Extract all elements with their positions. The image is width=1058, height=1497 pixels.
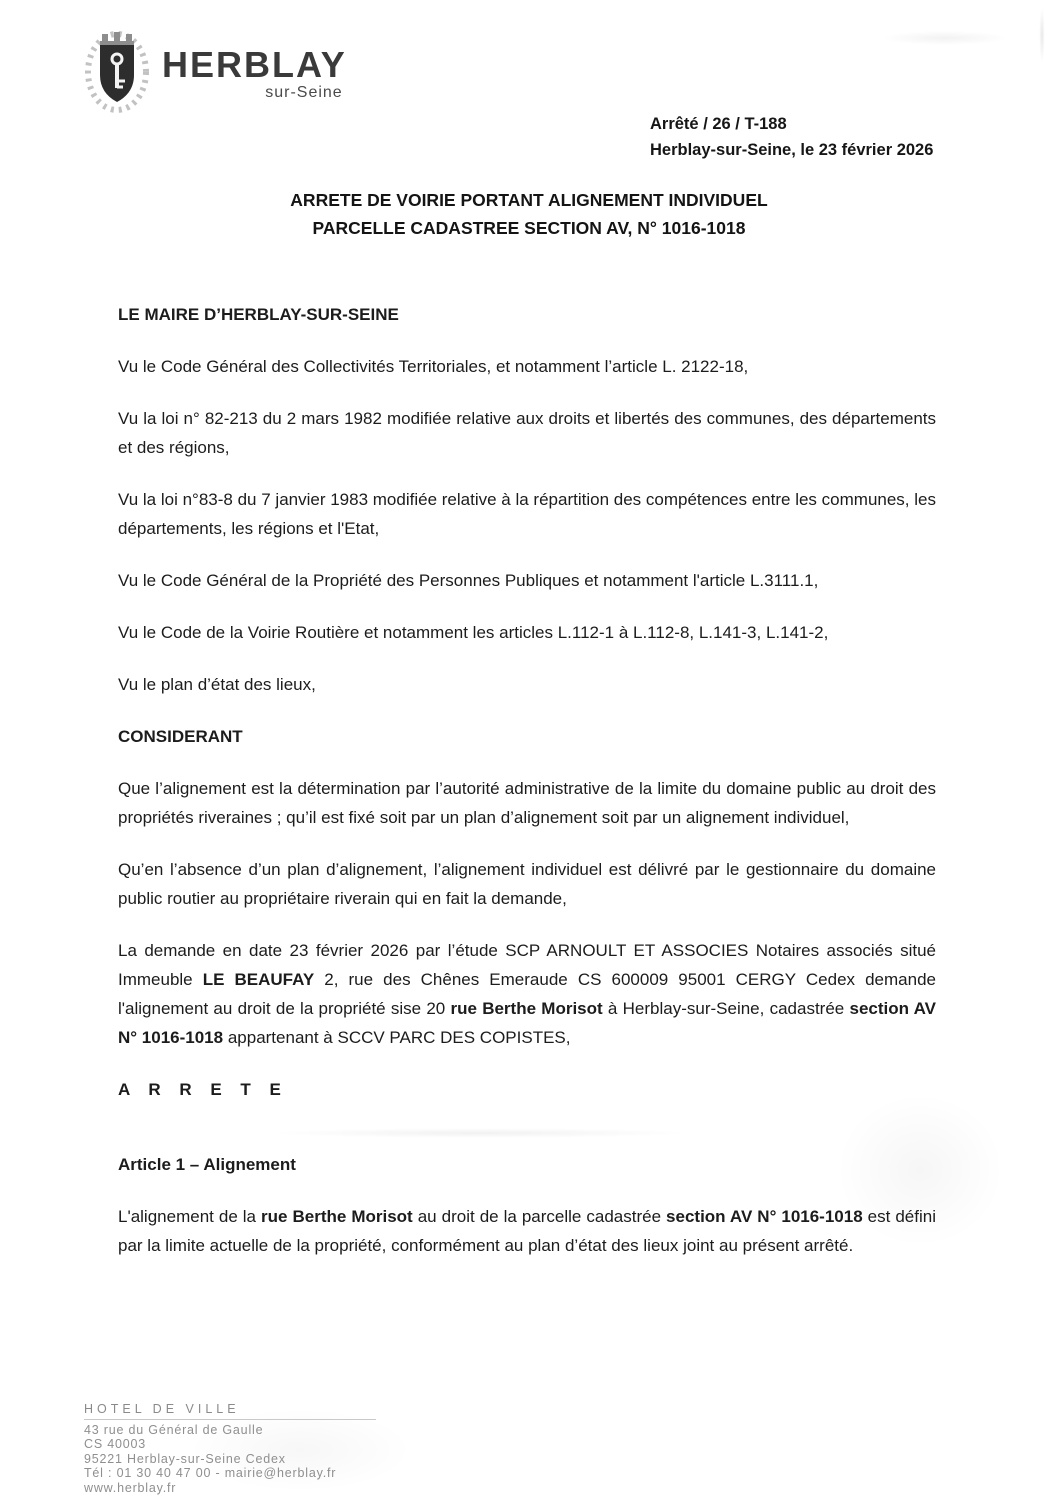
footer-website: www.herblay.fr bbox=[84, 1480, 177, 1495]
recital-paragraph-4: Vu le Code Général de la Propriété des Personnes Publiques et notamment l'article L.3111.1, bbox=[118, 571, 819, 590]
footer-address-line-2: CS 40003 bbox=[84, 1437, 146, 1451]
recital-paragraph-2: Vu la loi n° 82-213 du 2 mars 1982 modifiée relative aux droits et libertés des communes, des départements et des régions, bbox=[118, 409, 936, 457]
footer-address-line-1: 43 rue du Général de Gaulle bbox=[84, 1422, 264, 1437]
article-1-heading: Article 1 – Alignement bbox=[118, 1155, 296, 1174]
recital-paragraph-5: Vu le Code de la Voirie Routière et notamment les articles L.112-1 à L.112-8, L.141-3, L.141-2, bbox=[118, 623, 829, 642]
recital-paragraph-1: Vu le Code Général des Collectivités Territoriales, et notamment l’article L. 2122-18, bbox=[118, 357, 749, 376]
footer-address-line-3: 95221 Herblay-sur-Seine Cedex bbox=[84, 1451, 286, 1466]
coat-of-arms-icon bbox=[84, 26, 150, 114]
footer-contact: Tél : 01 30 40 47 00 - mairie@herblay.fr bbox=[84, 1466, 337, 1480]
document-title-line-2: PARCELLE CADASTREE SECTION AV, N° 1016-1018 bbox=[312, 217, 746, 238]
document-title-line-1: ARRETE DE VOIRIE PORTANT ALIGNEMENT INDIVIDUEL bbox=[290, 190, 768, 210]
document-body bbox=[118, 300, 936, 1283]
logo-wordmark: HERBLAY bbox=[162, 44, 347, 85]
header-reference-block bbox=[650, 111, 933, 163]
footer-address-block bbox=[84, 1402, 376, 1495]
logo-text bbox=[162, 26, 347, 102]
herblay-logo bbox=[84, 26, 347, 114]
considerant-paragraph-2: Qu’en l’absence d’un plan d’alignement, l’alignement individuel est délivré par le gestionnaire du domaine public routier au propriétaire riverain qui en fait la demande, bbox=[118, 860, 936, 908]
considerant-paragraph-3: La demande en date 23 février 2026 par l’étude SCP ARNOULT ET ASSOCIES Notaires associés situé Immeuble LE BEAUFAY 2, rue des Chênes Emeraude CS 600009 95001 CERGY Cedex demande l'alignement au droit de la propriété sise 20 rue Berthe Morisot à Herblay-sur-Seine, cadastrée section AV N° 1016-1018 appartenant à SCCV PARC DES COPISTES, bbox=[118, 941, 936, 1047]
arrete-heading: A R R E T E bbox=[118, 1080, 288, 1099]
logo-tagline: sur-Seine bbox=[265, 84, 343, 101]
place-and-date: Herblay-sur-Seine, le 23 février 2026 bbox=[650, 141, 934, 159]
considerant-heading: CONSIDERANT bbox=[118, 727, 243, 746]
salutation: LE MAIRE D’HERBLAY-SUR-SEINE bbox=[118, 305, 399, 324]
considerant-paragraph-1: Que l’alignement est la détermination par l’autorité administrative de la limite du domaine public au droit des propriétés riveraines ; qu’il est fixé soit par un plan d’alignement soit par un alignement individuel, bbox=[118, 779, 936, 827]
recital-paragraph-3: Vu la loi n°83-8 du 7 janvier 1983 modifiée relative à la répartition des compétences entre les communes, les départements, les régions et l'Etat, bbox=[118, 490, 936, 538]
recital-paragraph-6: Vu le plan d’état des lieux, bbox=[118, 675, 316, 694]
reference-number: Arrêté / 26 / T-188 bbox=[650, 115, 787, 133]
document-title bbox=[0, 187, 1058, 242]
article-1-paragraph: L'alignement de la rue Berthe Morisot au droit de la parcelle cadastrée section AV N° 1016-1018 est défini par la limite actuelle de la propriété, conformément au plan d’état des lieux joint au présent arrêté. bbox=[118, 1207, 936, 1255]
footer-heading: HOTEL DE VILLE bbox=[84, 1402, 376, 1420]
